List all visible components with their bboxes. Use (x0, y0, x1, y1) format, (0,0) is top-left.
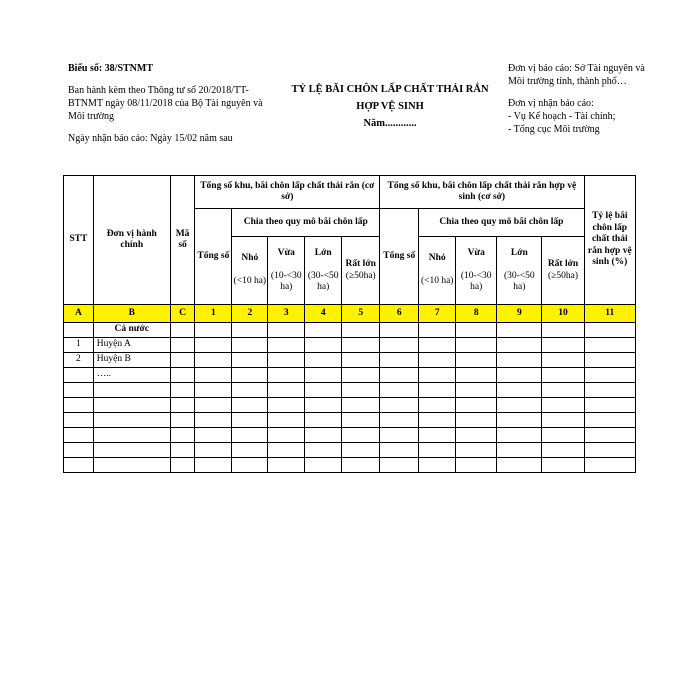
row-name (93, 398, 170, 413)
colnum: 6 (380, 305, 419, 323)
header-subgroup-1: Chia theo quy mô bãi chôn lấp (232, 209, 380, 237)
header-size-large-1: Lớn (30-<50 ha) (305, 237, 342, 305)
table-row (64, 383, 636, 398)
row-name (93, 428, 170, 443)
reporting-unit: Đơn vị báo cáo: Sở Tài nguyên và Môi trường tỉnh, thành phố… (508, 63, 645, 87)
row-stt (64, 443, 94, 458)
table-row (64, 368, 636, 383)
table-row (64, 458, 636, 473)
title-line-1: TỶ LỆ BÃI CHÔN LẤP CHẤT THẢI RẮN (291, 84, 489, 95)
header-size-xlarge-2: Rất lớn (≥50ha) (542, 237, 584, 305)
row-stt (64, 368, 94, 383)
table-row (64, 338, 636, 353)
table-row-national (64, 323, 636, 338)
report-title (270, 81, 510, 132)
report-table (63, 175, 636, 473)
header-code: Mã số (170, 176, 195, 305)
colnum: 11 (584, 305, 635, 323)
colnum: 9 (497, 305, 542, 323)
row-name (93, 458, 170, 473)
row-stt (64, 458, 94, 473)
row-stt: 1 (64, 338, 94, 353)
header-total-2: Tổng số (380, 209, 419, 305)
header-size-medium-1: Vừa (10-<30 ha) (268, 237, 305, 305)
header-group-sanitary: Tổng số khu, bãi chôn lấp chất thải rắn hợp vệ sinh (cơ sở) (380, 176, 584, 209)
receiver-1: - Vụ Kế hoạch - Tài chính; (508, 111, 616, 122)
row-name (93, 443, 170, 458)
row-stt (64, 428, 94, 443)
header-subgroup-2: Chia theo quy mô bãi chôn lấp (419, 209, 584, 237)
title-line-2: HỢP VỆ SINH (356, 101, 424, 112)
colnum: B (93, 305, 170, 323)
row-stt (64, 413, 94, 428)
header-stt: STT (64, 176, 94, 305)
colnum: 3 (268, 305, 305, 323)
row-stt (64, 323, 94, 338)
table-row (64, 428, 636, 443)
row-name: Huyện B (93, 353, 170, 368)
row-stt (64, 383, 94, 398)
row-name (93, 383, 170, 398)
header-group-all: Tổng số khu, bãi chôn lấp chất thải rắn (cơ sở) (195, 176, 380, 209)
receiver-2: - Tổng cục Môi trường (508, 124, 600, 135)
header-right (508, 62, 648, 136)
issued-by: Ban hành kèm theo Thông tư số 20/2018/TT-BTNMT ngày 08/11/2018 của Bộ Tài nguyên và Môi trường (68, 85, 263, 122)
column-number-row (64, 305, 636, 323)
colnum: 4 (305, 305, 342, 323)
colnum: C (170, 305, 195, 323)
row-name: Cả nước (93, 323, 170, 338)
header-size-small-2: Nhỏ (<10 ha) (419, 237, 456, 305)
row-name: Huyện A (93, 338, 170, 353)
form-code: Biểu số: 38/STNMT (68, 63, 154, 74)
colnum: A (64, 305, 94, 323)
header-size-large-2: Lớn (30-<50 ha) (497, 237, 542, 305)
table-row (64, 353, 636, 368)
title-year: Năm............ (363, 118, 417, 129)
row-name: ….. (93, 368, 170, 383)
colnum: 7 (419, 305, 456, 323)
receiving-label: Đơn vị nhận báo cáo: (508, 98, 594, 109)
header-size-small-1: Nhỏ (<10 ha) (232, 237, 268, 305)
table-row (64, 398, 636, 413)
header-unit: Đơn vị hành chính (93, 176, 170, 305)
row-stt: 2 (64, 353, 94, 368)
table-row (64, 443, 636, 458)
colnum: 8 (456, 305, 497, 323)
table-row (64, 413, 636, 428)
colnum: 5 (342, 305, 380, 323)
header-size-xlarge-1: Rất lớn (≥50ha) (342, 237, 380, 305)
colnum: 2 (232, 305, 268, 323)
colnum: 10 (542, 305, 584, 323)
header-ratio: Tỷ lệ bãi chôn lấp chất thải rắn hợp vệ sinh (%) (584, 176, 635, 305)
header-size-medium-2: Vừa (10-<30 ha) (456, 237, 497, 305)
header-left (68, 62, 268, 145)
receive-date: Ngày nhận báo cáo: Ngày 15/02 năm sau (68, 133, 233, 144)
row-stt (64, 398, 94, 413)
row-name (93, 413, 170, 428)
header-total-1: Tổng số (195, 209, 232, 305)
colnum: 1 (195, 305, 232, 323)
